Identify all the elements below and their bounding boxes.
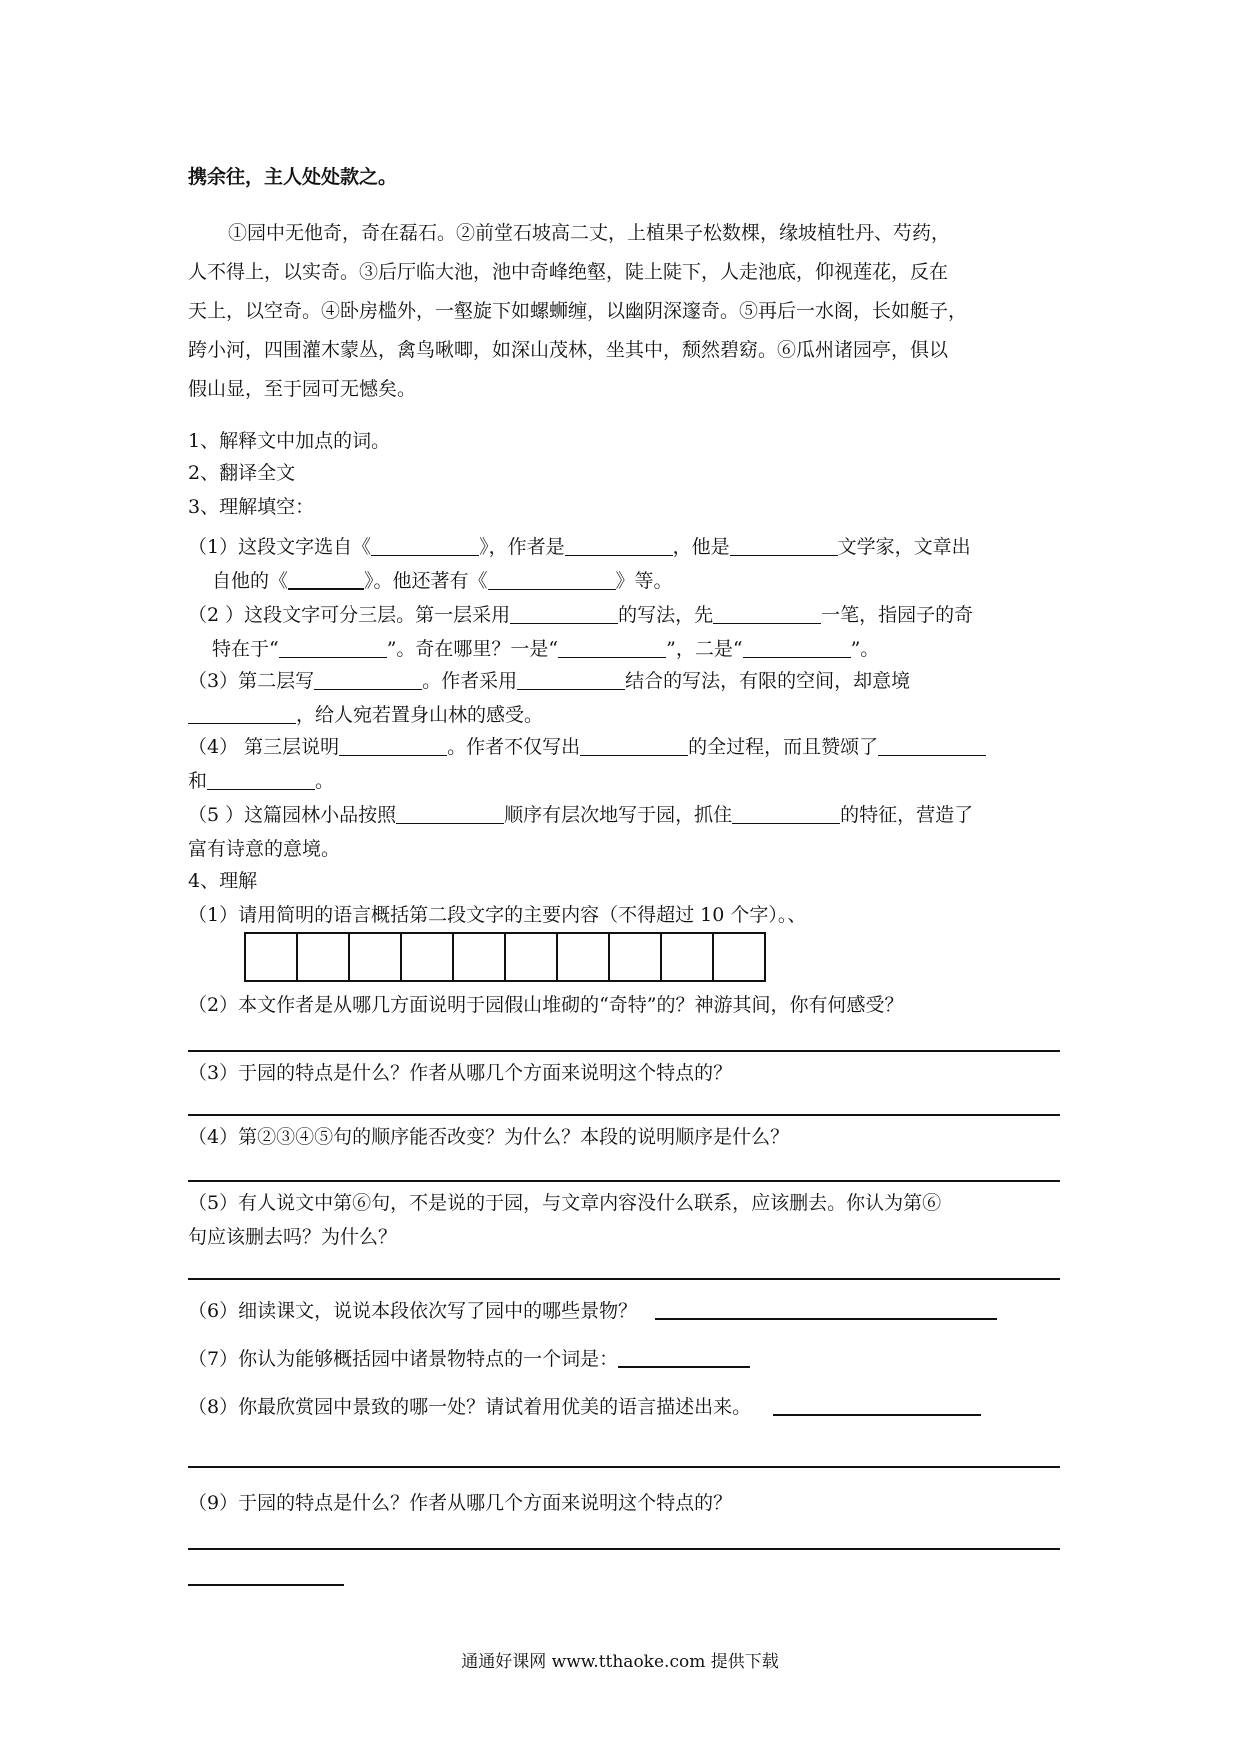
passage-line-3: 天上，以空奇。④卧房槛外，一壑旋下如螺蛳缠，以幽阴深邃奇。⑤再后一水阁，长如艇子， — [188, 300, 968, 322]
answer-box[interactable] — [454, 934, 506, 980]
blank[interactable] — [732, 801, 840, 824]
blank[interactable] — [288, 566, 364, 590]
blank[interactable] — [188, 701, 296, 724]
intro-line: 携余往，主人处处款之。 — [188, 166, 398, 188]
q3-4-line-2: 和 。 — [188, 766, 334, 796]
q4-7: （7）你认为能够概括园中诸景物特点的一个词是： — [188, 1344, 750, 1374]
blank[interactable] — [730, 533, 838, 556]
answer-line[interactable] — [618, 1344, 750, 1368]
q4-2: （2）本文作者是从哪几方面说明于园假山堆砌的“奇特”的？神游其间，你有何感受？ — [188, 994, 904, 1016]
answer-line[interactable] — [188, 1050, 1060, 1052]
q3-2-line-1: （2 ）这段文字可分三层。第一层采用 的写法，先 一笔，指园子的奇 — [188, 600, 973, 630]
q4-4: （4）第②③④⑤句的顺序能否改变？为什么？本段的说明顺序是什么？ — [188, 1126, 790, 1148]
blank[interactable] — [565, 533, 673, 556]
q4-5-line-2: 句应该删去吗？为什么？ — [188, 1226, 398, 1248]
q3-3-line-2: ，给人宛若置身山林的感受。 — [188, 700, 543, 730]
answer-line[interactable] — [188, 1180, 1060, 1182]
answer-box[interactable] — [246, 934, 298, 980]
q4-1: （1）请用简明的语言概括第二段文字的主要内容（不得超过 10 个字）。、 — [188, 904, 807, 926]
passage-line-5: 假山显，至于园可无憾矣。 — [188, 378, 417, 400]
q4-8: （8）你最欣赏园中景致的哪一处？请试着用优美的语言描述出来。 — [188, 1392, 981, 1422]
question-3: 3、理解填空： — [188, 496, 315, 518]
answer-box[interactable] — [350, 934, 402, 980]
q3-5-line-2: 富有诗意的意境。 — [188, 838, 341, 860]
answer-grid[interactable] — [244, 932, 766, 982]
answer-box[interactable] — [298, 934, 350, 980]
blank[interactable] — [558, 635, 666, 658]
q3-3-line-1: （3）第二层写 。作者采用 结合的写法，有限的空间，却意境 — [188, 666, 910, 696]
answer-box[interactable] — [610, 934, 662, 980]
q3-2-line-2: 特在于“ ”。奇在哪里？一是“ ”，二是“ ”。 — [212, 634, 879, 664]
answer-box[interactable] — [558, 934, 610, 980]
blank[interactable] — [517, 667, 625, 690]
q3-1-line-1: （1）这段文字选自《 》，作者是 ，他是 文学家，文章出 — [188, 532, 971, 562]
q4-5-line-1: （5）有人说文中第⑥句，不是说的于园，与文章内容没什么联系，应该删去。你认为第⑥ — [188, 1192, 942, 1214]
blank[interactable] — [510, 601, 618, 624]
q3-5-line-1: （5 ）这篇园林小品按照 顺序有层次地写于园，抓住 的特征，营造了 — [188, 800, 973, 830]
passage-line-4: 跨小河，四围灌木蒙丛，禽鸟啾唧，如深山茂林，坐其中，颓然碧窈。⑥瓜州诸园亭，俱以 — [188, 339, 949, 361]
answer-line[interactable] — [655, 1296, 997, 1320]
blank[interactable] — [488, 567, 616, 590]
answer-line[interactable] — [188, 1114, 1060, 1116]
blank[interactable] — [339, 733, 447, 756]
blank[interactable] — [279, 635, 387, 658]
passage-line-2: 人不得上，以实奇。③后厅临大池，池中奇峰绝壑，陡上陡下，人走池底，仰视莲花，反在 — [188, 261, 949, 283]
blank[interactable] — [207, 767, 315, 790]
question-4: 4、理解 — [188, 870, 258, 892]
blank[interactable] — [713, 601, 821, 624]
footer-text: 通通好课网 www.tthaoke.com 提供下载 — [461, 1652, 779, 1672]
blank[interactable] — [371, 533, 479, 556]
blank[interactable] — [878, 733, 986, 756]
blank[interactable] — [743, 635, 851, 658]
q4-6: （6）细读课文，说说本段依次写了园中的哪些景物？ — [188, 1296, 997, 1326]
answer-box[interactable] — [402, 934, 454, 980]
answer-line[interactable] — [188, 1548, 1060, 1550]
answer-line[interactable] — [188, 1466, 1060, 1468]
answer-box[interactable] — [506, 934, 558, 980]
answer-line[interactable] — [188, 1278, 1060, 1280]
blank[interactable] — [580, 733, 688, 756]
answer-box[interactable] — [714, 934, 766, 980]
blank[interactable] — [396, 801, 504, 824]
answer-line[interactable] — [773, 1392, 981, 1416]
answer-line[interactable] — [188, 1584, 344, 1586]
q3-4-line-1: （4） 第三层说明 。作者不仅写出 的全过程，而且赞颂了 — [188, 732, 986, 762]
q4-3: （3）于园的特点是什么？作者从哪几个方面来说明这个特点的？ — [188, 1062, 733, 1084]
passage-line-1: ①园中无他奇，奇在磊石。②前堂石坡高二丈，上植果子松数棵，缘坡植牡丹、芍药， — [228, 222, 951, 244]
question-1: 1、解释文中加点的词。 — [188, 430, 391, 452]
question-2: 2、翻译全文 — [188, 462, 296, 484]
answer-box[interactable] — [662, 934, 714, 980]
blank[interactable] — [314, 667, 422, 690]
q3-1-line-2: 自他的《 》。他还著有《 》等。 — [212, 566, 673, 596]
q4-9: （9）于园的特点是什么？作者从哪几个方面来说明这个特点的？ — [188, 1492, 733, 1514]
